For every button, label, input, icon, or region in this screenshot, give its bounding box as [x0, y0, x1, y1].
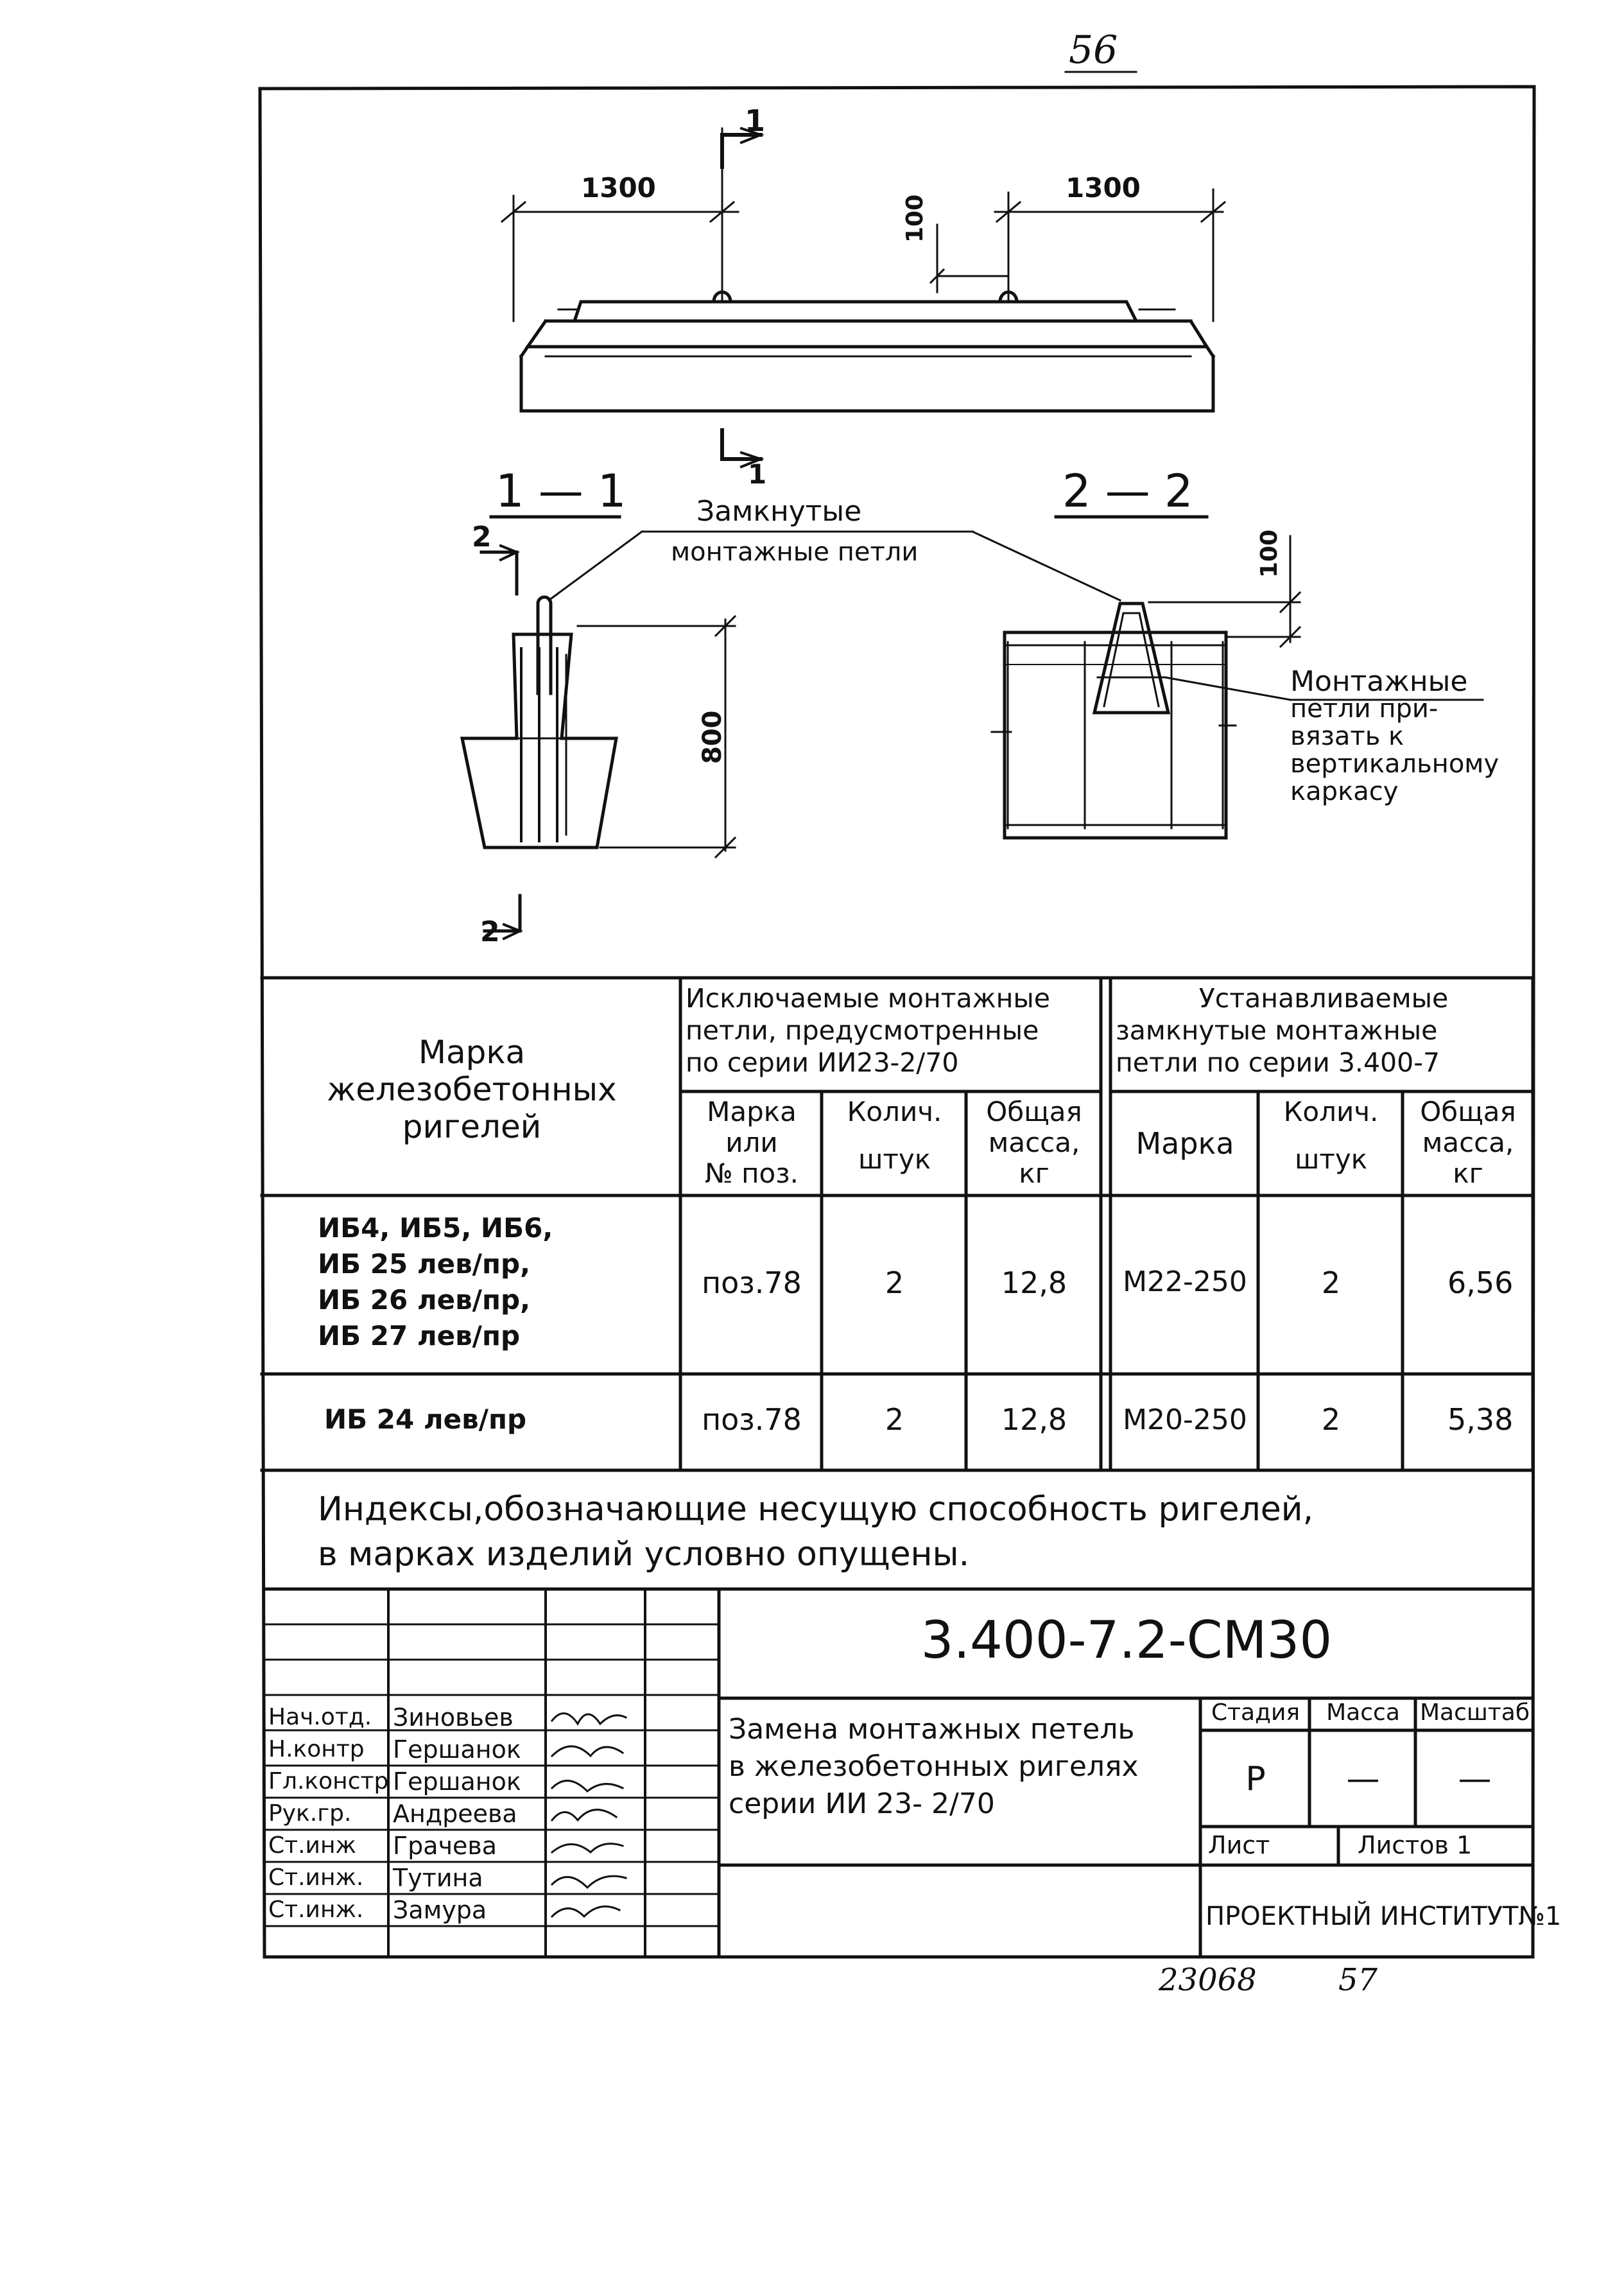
callout-closed-loops-line1: Замкнутые: [696, 495, 862, 528]
bottom-number-right: 57: [1338, 1962, 1378, 1998]
header-marka-line3: ригелей: [402, 1108, 542, 1145]
header-excluded-line1: Исключаемые монтажные: [686, 983, 1050, 1014]
dim-100-top: 100: [902, 194, 928, 243]
row2-excl-pos: поз.78: [702, 1402, 802, 1437]
stage-value: Р: [1245, 1760, 1266, 1798]
section-1-1-title: 1 — 1: [496, 465, 626, 517]
sub-inst-qty: [1259, 1097, 1403, 1192]
organization: ПРОЕКТНЫЙ ИНСТИТУТ№1: [1205, 1902, 1562, 1931]
callout-assembly-line4: вертикальному: [1290, 749, 1499, 779]
row2-inst-mass: 5,38: [1447, 1402, 1514, 1437]
section-mark-2-bottom: 2: [480, 916, 500, 948]
header-excluded: [686, 982, 1100, 1079]
staff-role-2: Н.контр: [268, 1736, 365, 1762]
staff-name-7: Замура: [393, 1896, 487, 1924]
row2-inst-qty: 2: [1321, 1402, 1341, 1437]
drawing-title-l3: серии ИИ 23- 2/70: [729, 1787, 995, 1820]
drawing-title: [729, 1711, 1139, 1823]
sub-excl-qty-l1: Колич.: [847, 1096, 942, 1127]
header-excluded-line3: по серии ИИ23-2/70: [686, 1047, 959, 1078]
row1-inst-qty: 2: [1321, 1265, 1341, 1300]
row1-excl-mass: 12,8: [1001, 1265, 1067, 1300]
sub-inst-marka: Марка: [1136, 1126, 1234, 1161]
row1-marka-l2: ИБ 25 лев/пр,: [318, 1248, 531, 1280]
header-excluded-line2: петли, предусмотренные: [686, 1015, 1039, 1046]
staff-roles: [268, 1701, 388, 1926]
sheet-label: Лист: [1208, 1831, 1270, 1859]
sub-inst-mass-l3: кг: [1453, 1158, 1483, 1189]
row2-excl-qty: 2: [885, 1402, 904, 1437]
sheets-label: Листов 1: [1358, 1831, 1473, 1859]
sub-excl-qty: [823, 1097, 966, 1192]
mass-value: —: [1346, 1760, 1380, 1798]
note-line2: в марках изделий условно опущены.: [318, 1535, 970, 1574]
table-row-1-marka: [318, 1210, 553, 1354]
dim-100-right: 100: [1256, 529, 1283, 578]
row1-marka-l1: ИБ4, ИБ5, ИБ6,: [318, 1212, 553, 1244]
callout-closed-loops: [696, 495, 862, 528]
section-mark-2-top: 2: [472, 521, 492, 553]
row1-inst-mass: 6,56: [1447, 1265, 1514, 1300]
drawing-title-l2: в железобетонных ригелях: [729, 1750, 1139, 1783]
row1-marka-l4: ИБ 27 лев/пр: [318, 1320, 521, 1351]
sub-excl-qty-l2: штук: [858, 1143, 931, 1175]
staff-name-3: Гершанок: [393, 1768, 521, 1796]
callout-closed-loops-line2: монтажные петли: [671, 537, 919, 567]
signatures: [552, 1714, 626, 1916]
sub-inst-mass-l2: масса,: [1422, 1127, 1514, 1158]
callout-assembly-line1: Монтажные: [1290, 665, 1468, 698]
section-2-2-title: 2 — 2: [1062, 465, 1193, 517]
stage-label: Стадия: [1211, 1699, 1300, 1726]
mass-label: Масса: [1326, 1699, 1400, 1726]
staff-role-1: Нач.отд.: [268, 1704, 372, 1730]
row1-inst-marka: М22-250: [1123, 1265, 1247, 1298]
header-marka-line2: железобетонных: [327, 1071, 617, 1108]
header-installed-line1: Устанавливаемые: [1198, 983, 1449, 1014]
staff-role-5: Ст.инж: [268, 1832, 356, 1859]
note-line1: Индексы,обозначающие несущую способность ригелей,: [318, 1490, 1314, 1529]
callout-assembly-line5: каркасу: [1290, 777, 1399, 806]
row2-inst-marka: М20-250: [1123, 1403, 1247, 1436]
scale-label: Масштаб: [1419, 1699, 1530, 1726]
header-installed: [1116, 982, 1532, 1079]
staff-name-4: Андреева: [393, 1800, 517, 1828]
dim-1300-right: 1300: [1066, 172, 1141, 204]
scale-value: —: [1458, 1760, 1492, 1798]
drawing-title-l1: Замена монтажных петель: [729, 1713, 1135, 1746]
row1-excl-qty: 2: [885, 1265, 904, 1300]
staff-name-6: Тутина: [393, 1864, 483, 1892]
header-installed-line3: петли по серии 3.400-7: [1116, 1047, 1440, 1078]
callout-assembly-line2: петли при-: [1290, 694, 1438, 724]
sub-excl-mass-l1: Общая: [986, 1096, 1082, 1127]
header-marka: [263, 1034, 680, 1145]
bottom-number-left: 23068: [1159, 1962, 1257, 1998]
staff-role-4: Рук.гр.: [268, 1800, 352, 1827]
sub-inst-qty-l2: штук: [1294, 1143, 1368, 1175]
staff-role-7: Ст.инж.: [268, 1897, 364, 1923]
row1-marka-l3: ИБ 26 лев/пр,: [318, 1284, 531, 1316]
sub-excl-marka: [682, 1097, 822, 1189]
sub-excl-marka-l3: № поз.: [705, 1158, 799, 1189]
sub-inst-mass: [1404, 1097, 1532, 1189]
section-mark-1-bottom: 1: [748, 458, 767, 490]
staff-name-5: Грачева: [393, 1832, 497, 1860]
row1-excl-pos: поз.78: [702, 1265, 802, 1300]
staff-role-3: Гл.констр: [268, 1768, 389, 1794]
header-installed-line2: замкнутые монтажные: [1116, 1015, 1438, 1046]
header-marka-line1: Марка: [418, 1034, 526, 1071]
sub-excl-mass: [967, 1097, 1101, 1189]
dim-800: 800: [698, 710, 727, 764]
dim-1300-left: 1300: [581, 172, 656, 204]
sub-excl-marka-l2: или: [725, 1127, 778, 1158]
sub-excl-marka-l1: Марка: [707, 1096, 797, 1127]
page-number: 56: [1069, 28, 1118, 73]
sub-excl-mass-l3: кг: [1019, 1158, 1050, 1189]
section-mark-1-top: 1: [745, 103, 766, 138]
sub-inst-mass-l1: Общая: [1420, 1096, 1516, 1127]
staff-role-6: Ст.инж.: [268, 1864, 364, 1891]
callout-assembly-line3: вязать к: [1290, 722, 1404, 751]
row2-marka: ИБ 24 лев/пр: [324, 1403, 527, 1435]
row2-excl-mass: 12,8: [1001, 1402, 1067, 1437]
sub-excl-mass-l2: масса,: [988, 1127, 1080, 1158]
staff-name-1: Зиновьев: [393, 1703, 514, 1732]
document-code: 3.400-7.2-СМ30: [920, 1610, 1333, 1670]
sub-inst-qty-l1: Колич.: [1283, 1096, 1379, 1127]
staff-name-2: Гершанок: [393, 1735, 521, 1764]
callout-assembly-loops: [1290, 665, 1499, 806]
staff-names: [393, 1701, 521, 1926]
